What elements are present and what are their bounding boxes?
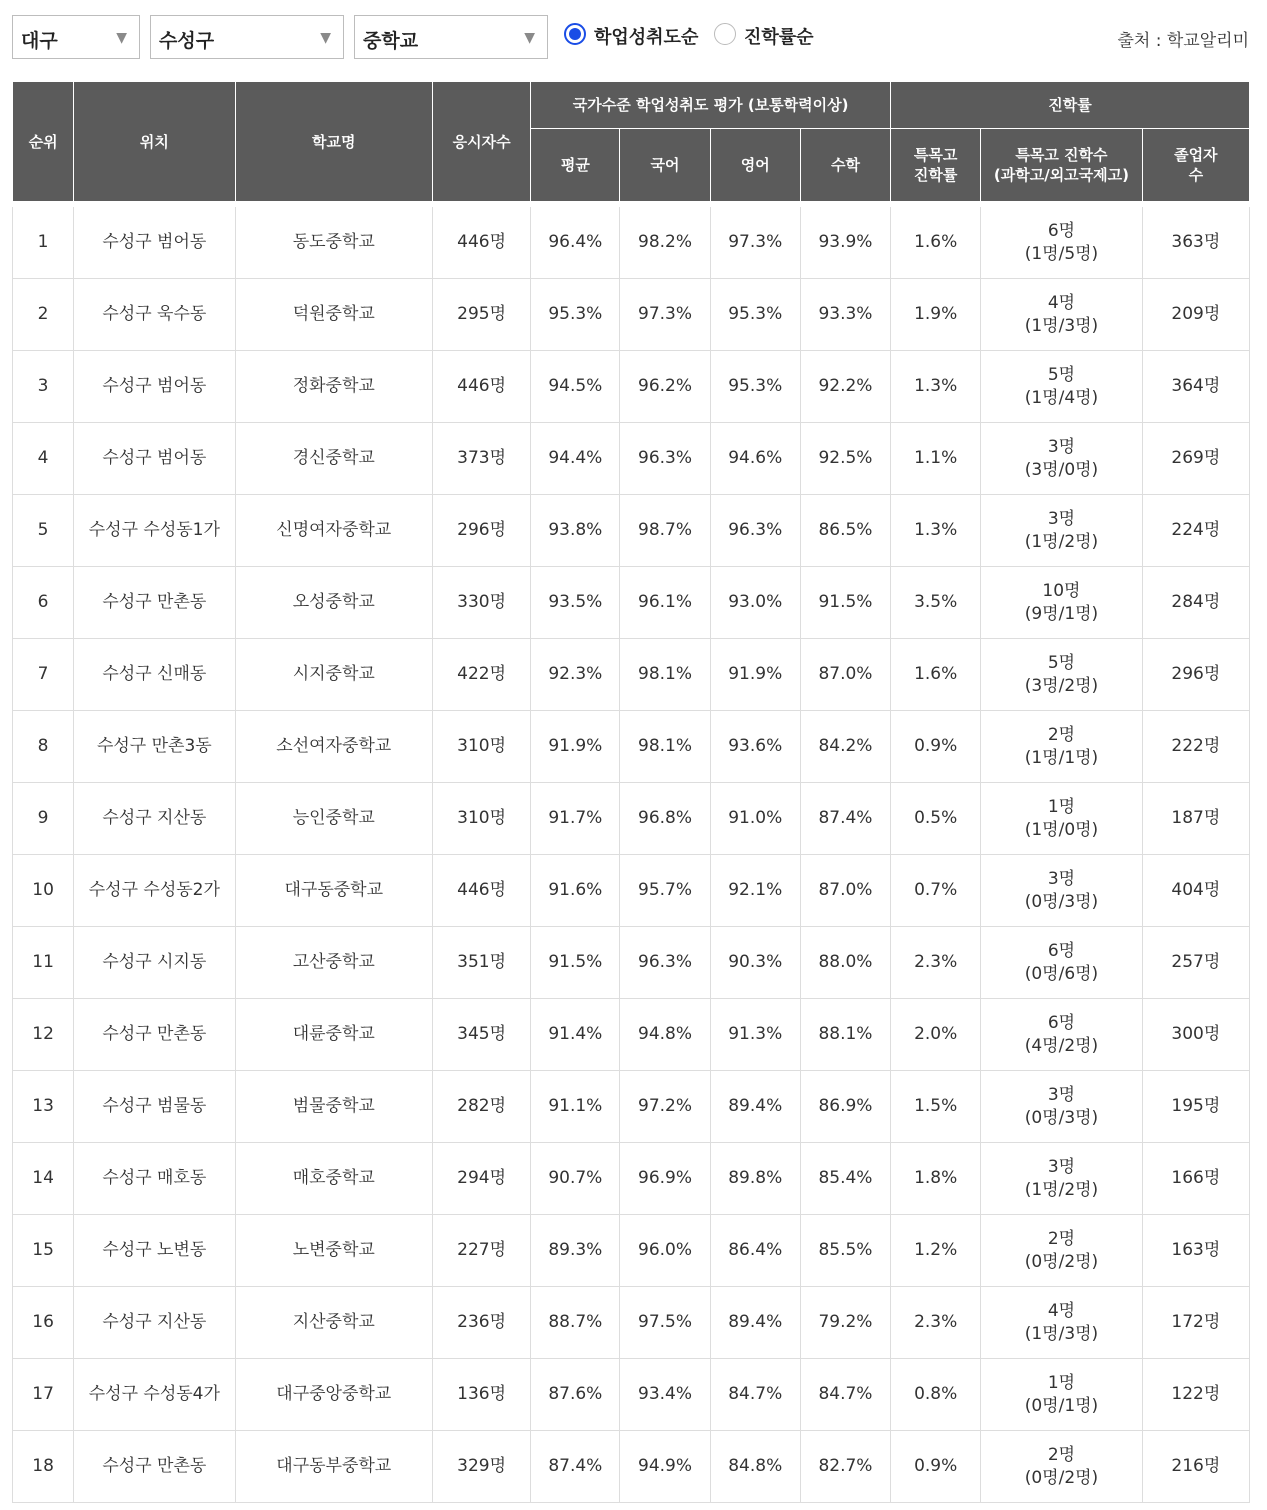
cell-takers: 446명 xyxy=(432,855,530,927)
cell-special-rate: 1.5% xyxy=(891,1071,981,1143)
cell-average: 91.1% xyxy=(531,1071,620,1143)
cell-special-rate: 2.3% xyxy=(891,927,981,999)
cell-location: 수성구 범어동 xyxy=(74,351,235,423)
cell-special-rate: 0.8% xyxy=(891,1359,981,1431)
cell-rank: 10 xyxy=(13,855,74,927)
cell-special-count xyxy=(981,1143,1142,1215)
table-row xyxy=(13,1431,1250,1503)
cell-rank: 4 xyxy=(13,423,74,495)
special-count-breakdown: (9명/1명) xyxy=(1024,603,1099,624)
header-rank: 순위 xyxy=(13,82,74,205)
special-count-breakdown: (0명/1명) xyxy=(1024,1395,1099,1416)
region-select[interactable] xyxy=(12,15,140,59)
cell-takers: 351명 xyxy=(432,927,530,999)
cell-special-count xyxy=(981,1071,1142,1143)
district-select[interactable] xyxy=(150,15,344,59)
cell-rank: 14 xyxy=(13,1143,74,1215)
table-row xyxy=(13,711,1250,783)
cell-math: 87.0% xyxy=(800,855,890,927)
cell-average: 92.3% xyxy=(531,639,620,711)
cell-location: 수성구 노변동 xyxy=(74,1215,235,1287)
chevron-down-icon: ▼ xyxy=(116,30,127,46)
special-count-total: 3명 xyxy=(1047,868,1076,889)
cell-math: 84.2% xyxy=(800,711,890,783)
special-count-breakdown: (1명/2명) xyxy=(1024,531,1099,552)
cell-special-rate: 1.2% xyxy=(891,1215,981,1287)
cell-average: 94.5% xyxy=(531,351,620,423)
cell-location: 수성구 수성동1가 xyxy=(74,495,235,567)
table-row xyxy=(13,567,1250,639)
cell-special-count xyxy=(981,1359,1142,1431)
cell-graduates: 163명 xyxy=(1142,1215,1249,1287)
cell-english: 89.8% xyxy=(710,1143,800,1215)
cell-location: 수성구 매호동 xyxy=(74,1143,235,1215)
header-school: 학교명 xyxy=(235,82,432,205)
cell-math: 91.5% xyxy=(800,567,890,639)
cell-location: 수성구 만촌3동 xyxy=(74,711,235,783)
cell-school: 소선여자중학교 xyxy=(235,711,432,783)
special-count-total: 4명 xyxy=(1047,292,1076,313)
cell-school: 고산중학교 xyxy=(235,927,432,999)
cell-takers: 373명 xyxy=(432,423,530,495)
cell-math: 88.0% xyxy=(800,927,890,999)
cell-special-rate: 0.7% xyxy=(891,855,981,927)
cell-takers: 295명 xyxy=(432,279,530,351)
table-row xyxy=(13,855,1250,927)
special-count-breakdown: (1명/1명) xyxy=(1024,747,1099,768)
cell-school: 능인중학교 xyxy=(235,783,432,855)
table-row xyxy=(13,495,1250,567)
cell-english: 84.7% xyxy=(710,1359,800,1431)
cell-korean: 96.8% xyxy=(620,783,710,855)
cell-rank: 11 xyxy=(13,927,74,999)
cell-location: 수성구 욱수동 xyxy=(74,279,235,351)
cell-english: 86.4% xyxy=(710,1215,800,1287)
cell-special-count xyxy=(981,423,1142,495)
chevron-down-icon: ▼ xyxy=(524,30,535,46)
cell-rank: 15 xyxy=(13,1215,74,1287)
cell-location: 수성구 만촌동 xyxy=(74,567,235,639)
cell-school: 범물중학교 xyxy=(235,1071,432,1143)
special-count-breakdown: (1명/4명) xyxy=(1024,387,1099,408)
cell-location: 수성구 만촌동 xyxy=(74,1431,235,1503)
cell-rank: 7 xyxy=(13,639,74,711)
cell-graduates: 284명 xyxy=(1142,567,1249,639)
cell-location: 수성구 범어동 xyxy=(74,423,235,495)
cell-english: 89.4% xyxy=(710,1287,800,1359)
cell-special-rate: 0.9% xyxy=(891,1431,981,1503)
school-ranking-table xyxy=(12,81,1250,1503)
cell-korean: 96.0% xyxy=(620,1215,710,1287)
cell-school: 덕원중학교 xyxy=(235,279,432,351)
cell-graduates: 224명 xyxy=(1142,495,1249,567)
school-type-select[interactable] xyxy=(354,15,548,59)
cell-graduates: 195명 xyxy=(1142,1071,1249,1143)
header-special-rate-line2: 진학률 xyxy=(913,166,958,184)
table-row xyxy=(13,351,1250,423)
cell-average: 93.5% xyxy=(531,567,620,639)
special-count-total: 6명 xyxy=(1047,1012,1076,1033)
cell-special-rate: 0.9% xyxy=(891,711,981,783)
cell-korean: 96.9% xyxy=(620,1143,710,1215)
cell-special-count xyxy=(981,495,1142,567)
cell-takers: 329명 xyxy=(432,1431,530,1503)
cell-average: 96.4% xyxy=(531,204,620,279)
cell-school: 오성중학교 xyxy=(235,567,432,639)
cell-location: 수성구 수성동4가 xyxy=(74,1359,235,1431)
cell-math: 92.2% xyxy=(800,351,890,423)
cell-graduates: 209명 xyxy=(1142,279,1249,351)
special-count-total: 3명 xyxy=(1047,1156,1076,1177)
table-header xyxy=(13,82,1250,205)
cell-special-count xyxy=(981,639,1142,711)
cell-special-rate: 1.6% xyxy=(891,639,981,711)
cell-math: 86.9% xyxy=(800,1071,890,1143)
cell-english: 93.0% xyxy=(710,567,800,639)
cell-english: 91.9% xyxy=(710,639,800,711)
header-korean: 국어 xyxy=(620,129,710,205)
cell-school: 정화중학교 xyxy=(235,351,432,423)
cell-special-rate: 3.5% xyxy=(891,567,981,639)
cell-takers: 227명 xyxy=(432,1215,530,1287)
cell-rank: 2 xyxy=(13,279,74,351)
cell-school: 신명여자중학교 xyxy=(235,495,432,567)
header-special-rate xyxy=(891,129,981,205)
cell-special-rate: 1.8% xyxy=(891,1143,981,1215)
cell-rank: 13 xyxy=(13,1071,74,1143)
cell-korean: 93.4% xyxy=(620,1359,710,1431)
special-count-breakdown: (0명/6명) xyxy=(1024,963,1099,984)
cell-korean: 96.3% xyxy=(620,423,710,495)
cell-average: 87.6% xyxy=(531,1359,620,1431)
cell-average: 91.6% xyxy=(531,855,620,927)
special-count-breakdown: (1명/3명) xyxy=(1024,1323,1099,1344)
cell-average: 91.9% xyxy=(531,711,620,783)
cell-school: 지산중학교 xyxy=(235,1287,432,1359)
header-graduates-line1: 졸업자 xyxy=(1174,146,1218,164)
header-graduates-line2: 수 xyxy=(1188,166,1204,184)
cell-graduates: 364명 xyxy=(1142,351,1249,423)
table-row xyxy=(13,1143,1250,1215)
cell-math: 93.3% xyxy=(800,279,890,351)
special-count-total: 5명 xyxy=(1047,364,1076,385)
header-graduates xyxy=(1142,129,1249,205)
sort-radio-advancement-label: 진학률순 xyxy=(744,27,814,48)
cell-special-count xyxy=(981,855,1142,927)
special-count-breakdown: (0명/3명) xyxy=(1024,1107,1099,1128)
cell-english: 91.3% xyxy=(710,999,800,1071)
cell-korean: 96.3% xyxy=(620,927,710,999)
cell-english: 95.3% xyxy=(710,279,800,351)
cell-math: 79.2% xyxy=(800,1287,890,1359)
cell-korean: 97.2% xyxy=(620,1071,710,1143)
special-count-total: 1명 xyxy=(1047,1372,1076,1393)
chevron-down-icon: ▼ xyxy=(320,30,331,46)
cell-rank: 6 xyxy=(13,567,74,639)
special-count-total: 3명 xyxy=(1047,436,1076,457)
cell-english: 84.8% xyxy=(710,1431,800,1503)
special-count-total: 4명 xyxy=(1047,1300,1076,1321)
header-takers: 응시자수 xyxy=(432,82,530,205)
cell-takers: 236명 xyxy=(432,1287,530,1359)
cell-math: 85.4% xyxy=(800,1143,890,1215)
cell-special-count xyxy=(981,711,1142,783)
table-row xyxy=(13,927,1250,999)
source-credit: 출처 : 학교알리미 xyxy=(1117,31,1249,51)
cell-rank: 1 xyxy=(13,204,74,279)
table-row xyxy=(13,1071,1250,1143)
special-count-breakdown: (1명/3명) xyxy=(1024,315,1099,336)
cell-special-count xyxy=(981,927,1142,999)
cell-graduates: 187명 xyxy=(1142,783,1249,855)
cell-special-rate: 1.3% xyxy=(891,495,981,567)
cell-takers: 136명 xyxy=(432,1359,530,1431)
cell-school: 대륜중학교 xyxy=(235,999,432,1071)
cell-school: 매호중학교 xyxy=(235,1143,432,1215)
special-count-breakdown: (3명/2명) xyxy=(1024,675,1099,696)
cell-takers: 282명 xyxy=(432,1071,530,1143)
cell-korean: 96.1% xyxy=(620,567,710,639)
header-english: 영어 xyxy=(710,129,800,205)
special-count-total: 6명 xyxy=(1047,220,1076,241)
cell-math: 87.4% xyxy=(800,783,890,855)
cell-school: 동도중학교 xyxy=(235,204,432,279)
table-row xyxy=(13,639,1250,711)
cell-korean: 97.3% xyxy=(620,279,710,351)
cell-rank: 16 xyxy=(13,1287,74,1359)
table-body xyxy=(13,204,1250,1503)
cell-special-rate: 1.1% xyxy=(891,423,981,495)
cell-takers: 345명 xyxy=(432,999,530,1071)
cell-school: 경신중학교 xyxy=(235,423,432,495)
cell-graduates: 122명 xyxy=(1142,1359,1249,1431)
cell-english: 89.4% xyxy=(710,1071,800,1143)
special-count-breakdown: (0명/2명) xyxy=(1024,1467,1099,1488)
school-type-select-value: 중학교 xyxy=(363,30,419,52)
cell-korean: 94.8% xyxy=(620,999,710,1071)
cell-rank: 3 xyxy=(13,351,74,423)
cell-special-count xyxy=(981,567,1142,639)
cell-average: 91.5% xyxy=(531,927,620,999)
special-count-breakdown: (1명/2명) xyxy=(1024,1179,1099,1200)
cell-school: 대구동중학교 xyxy=(235,855,432,927)
cell-rank: 5 xyxy=(13,495,74,567)
sort-radio-achievement[interactable] xyxy=(564,22,704,50)
cell-location: 수성구 범어동 xyxy=(74,204,235,279)
cell-special-count xyxy=(981,279,1142,351)
radio-selected-icon[interactable] xyxy=(564,23,586,45)
cell-graduates: 222명 xyxy=(1142,711,1249,783)
cell-takers: 310명 xyxy=(432,711,530,783)
radio-unselected-icon[interactable] xyxy=(714,23,736,45)
cell-average: 91.4% xyxy=(531,999,620,1071)
cell-korean: 98.1% xyxy=(620,639,710,711)
header-advancement-group: 진학률 xyxy=(891,82,1250,129)
special-count-breakdown: (3명/0명) xyxy=(1024,459,1099,480)
cell-korean: 94.9% xyxy=(620,1431,710,1503)
cell-english: 94.6% xyxy=(710,423,800,495)
filter-bar xyxy=(0,0,1267,80)
cell-korean: 97.5% xyxy=(620,1287,710,1359)
cell-location: 수성구 수성동2가 xyxy=(74,855,235,927)
cell-korean: 96.2% xyxy=(620,351,710,423)
cell-english: 90.3% xyxy=(710,927,800,999)
cell-location: 수성구 지산동 xyxy=(74,1287,235,1359)
cell-takers: 446명 xyxy=(432,351,530,423)
cell-graduates: 300명 xyxy=(1142,999,1249,1071)
cell-takers: 296명 xyxy=(432,495,530,567)
cell-korean: 98.7% xyxy=(620,495,710,567)
cell-rank: 8 xyxy=(13,711,74,783)
cell-korean: 95.7% xyxy=(620,855,710,927)
special-count-total: 2명 xyxy=(1047,1228,1076,1249)
cell-special-rate: 2.3% xyxy=(891,1287,981,1359)
cell-location: 수성구 지산동 xyxy=(74,783,235,855)
cell-school: 노변중학교 xyxy=(235,1215,432,1287)
cell-takers: 446명 xyxy=(432,204,530,279)
header-special-count-line2: (과학고/외고국제고) xyxy=(993,166,1130,184)
cell-school: 대구중앙중학교 xyxy=(235,1359,432,1431)
special-count-breakdown: (1명/0명) xyxy=(1024,819,1099,840)
cell-rank: 12 xyxy=(13,999,74,1071)
cell-special-rate: 0.5% xyxy=(891,783,981,855)
cell-graduates: 269명 xyxy=(1142,423,1249,495)
cell-location: 수성구 범물동 xyxy=(74,1071,235,1143)
table-row xyxy=(13,1287,1250,1359)
cell-takers: 310명 xyxy=(432,783,530,855)
cell-math: 88.1% xyxy=(800,999,890,1071)
header-special-rate-line1: 특목고 xyxy=(913,146,958,164)
region-select-value: 대구 xyxy=(21,30,58,52)
cell-special-count xyxy=(981,1287,1142,1359)
special-count-breakdown: (4명/2명) xyxy=(1024,1035,1099,1056)
cell-graduates: 404명 xyxy=(1142,855,1249,927)
cell-math: 84.7% xyxy=(800,1359,890,1431)
special-count-total: 2명 xyxy=(1047,724,1076,745)
header-special-count xyxy=(981,129,1142,205)
cell-english: 93.6% xyxy=(710,711,800,783)
cell-average: 93.8% xyxy=(531,495,620,567)
cell-english: 92.1% xyxy=(710,855,800,927)
cell-average: 94.4% xyxy=(531,423,620,495)
cell-math: 92.5% xyxy=(800,423,890,495)
sort-radio-advancement[interactable] xyxy=(714,22,824,50)
cell-special-rate: 2.0% xyxy=(891,999,981,1071)
cell-location: 수성구 만촌동 xyxy=(74,999,235,1071)
cell-graduates: 363명 xyxy=(1142,204,1249,279)
special-count-breakdown: (0명/3명) xyxy=(1024,891,1099,912)
header-special-count-line1: 특목고 진학수 xyxy=(1015,146,1108,164)
cell-english: 95.3% xyxy=(710,351,800,423)
cell-average: 95.3% xyxy=(531,279,620,351)
cell-location: 수성구 시지동 xyxy=(74,927,235,999)
header-location: 위치 xyxy=(74,82,235,205)
cell-special-count xyxy=(981,999,1142,1071)
cell-math: 85.5% xyxy=(800,1215,890,1287)
cell-rank: 9 xyxy=(13,783,74,855)
cell-english: 96.3% xyxy=(710,495,800,567)
header-achievement-group: 국가수준 학업성취도 평가 (보통학력이상) xyxy=(531,82,891,129)
cell-special-count xyxy=(981,1215,1142,1287)
cell-special-rate: 1.3% xyxy=(891,351,981,423)
cell-math: 87.0% xyxy=(800,639,890,711)
cell-average: 90.7% xyxy=(531,1143,620,1215)
cell-location: 수성구 신매동 xyxy=(74,639,235,711)
table-row xyxy=(13,783,1250,855)
header-math: 수학 xyxy=(800,129,890,205)
cell-average: 91.7% xyxy=(531,783,620,855)
cell-school: 대구동부중학교 xyxy=(235,1431,432,1503)
district-select-value: 수성구 xyxy=(159,30,215,52)
table-row xyxy=(13,423,1250,495)
cell-math: 86.5% xyxy=(800,495,890,567)
cell-english: 91.0% xyxy=(710,783,800,855)
cell-average: 87.4% xyxy=(531,1431,620,1503)
table-row xyxy=(13,1215,1250,1287)
special-count-breakdown: (1명/5명) xyxy=(1024,243,1099,264)
sort-radio-achievement-label: 학업성취도순 xyxy=(594,27,699,48)
table-row xyxy=(13,279,1250,351)
cell-graduates: 172명 xyxy=(1142,1287,1249,1359)
cell-math: 82.7% xyxy=(800,1431,890,1503)
cell-takers: 294명 xyxy=(432,1143,530,1215)
special-count-total: 3명 xyxy=(1047,1084,1076,1105)
cell-graduates: 216명 xyxy=(1142,1431,1249,1503)
table-row xyxy=(13,999,1250,1071)
special-count-total: 6명 xyxy=(1047,940,1076,961)
cell-rank: 17 xyxy=(13,1359,74,1431)
cell-special-count xyxy=(981,783,1142,855)
cell-graduates: 257명 xyxy=(1142,927,1249,999)
cell-school: 시지중학교 xyxy=(235,639,432,711)
special-count-total: 3명 xyxy=(1047,508,1076,529)
cell-average: 89.3% xyxy=(531,1215,620,1287)
cell-takers: 422명 xyxy=(432,639,530,711)
cell-average: 88.7% xyxy=(531,1287,620,1359)
cell-graduates: 296명 xyxy=(1142,639,1249,711)
header-average: 평균 xyxy=(531,129,620,205)
cell-graduates: 166명 xyxy=(1142,1143,1249,1215)
cell-special-count xyxy=(981,204,1142,279)
cell-special-rate: 1.6% xyxy=(891,204,981,279)
cell-special-rate: 1.9% xyxy=(891,279,981,351)
cell-korean: 98.1% xyxy=(620,711,710,783)
special-count-total: 5명 xyxy=(1047,652,1076,673)
cell-korean: 98.2% xyxy=(620,204,710,279)
special-count-total: 2명 xyxy=(1047,1444,1076,1465)
special-count-breakdown: (0명/2명) xyxy=(1024,1251,1099,1272)
special-count-total: 1명 xyxy=(1047,796,1076,817)
cell-special-count xyxy=(981,351,1142,423)
cell-takers: 330명 xyxy=(432,567,530,639)
special-count-total: 10명 xyxy=(1042,580,1081,601)
table-row xyxy=(13,1359,1250,1431)
cell-math: 93.9% xyxy=(800,204,890,279)
cell-special-count xyxy=(981,1431,1142,1503)
cell-english: 97.3% xyxy=(710,204,800,279)
cell-rank: 18 xyxy=(13,1431,74,1503)
table-row xyxy=(13,204,1250,279)
